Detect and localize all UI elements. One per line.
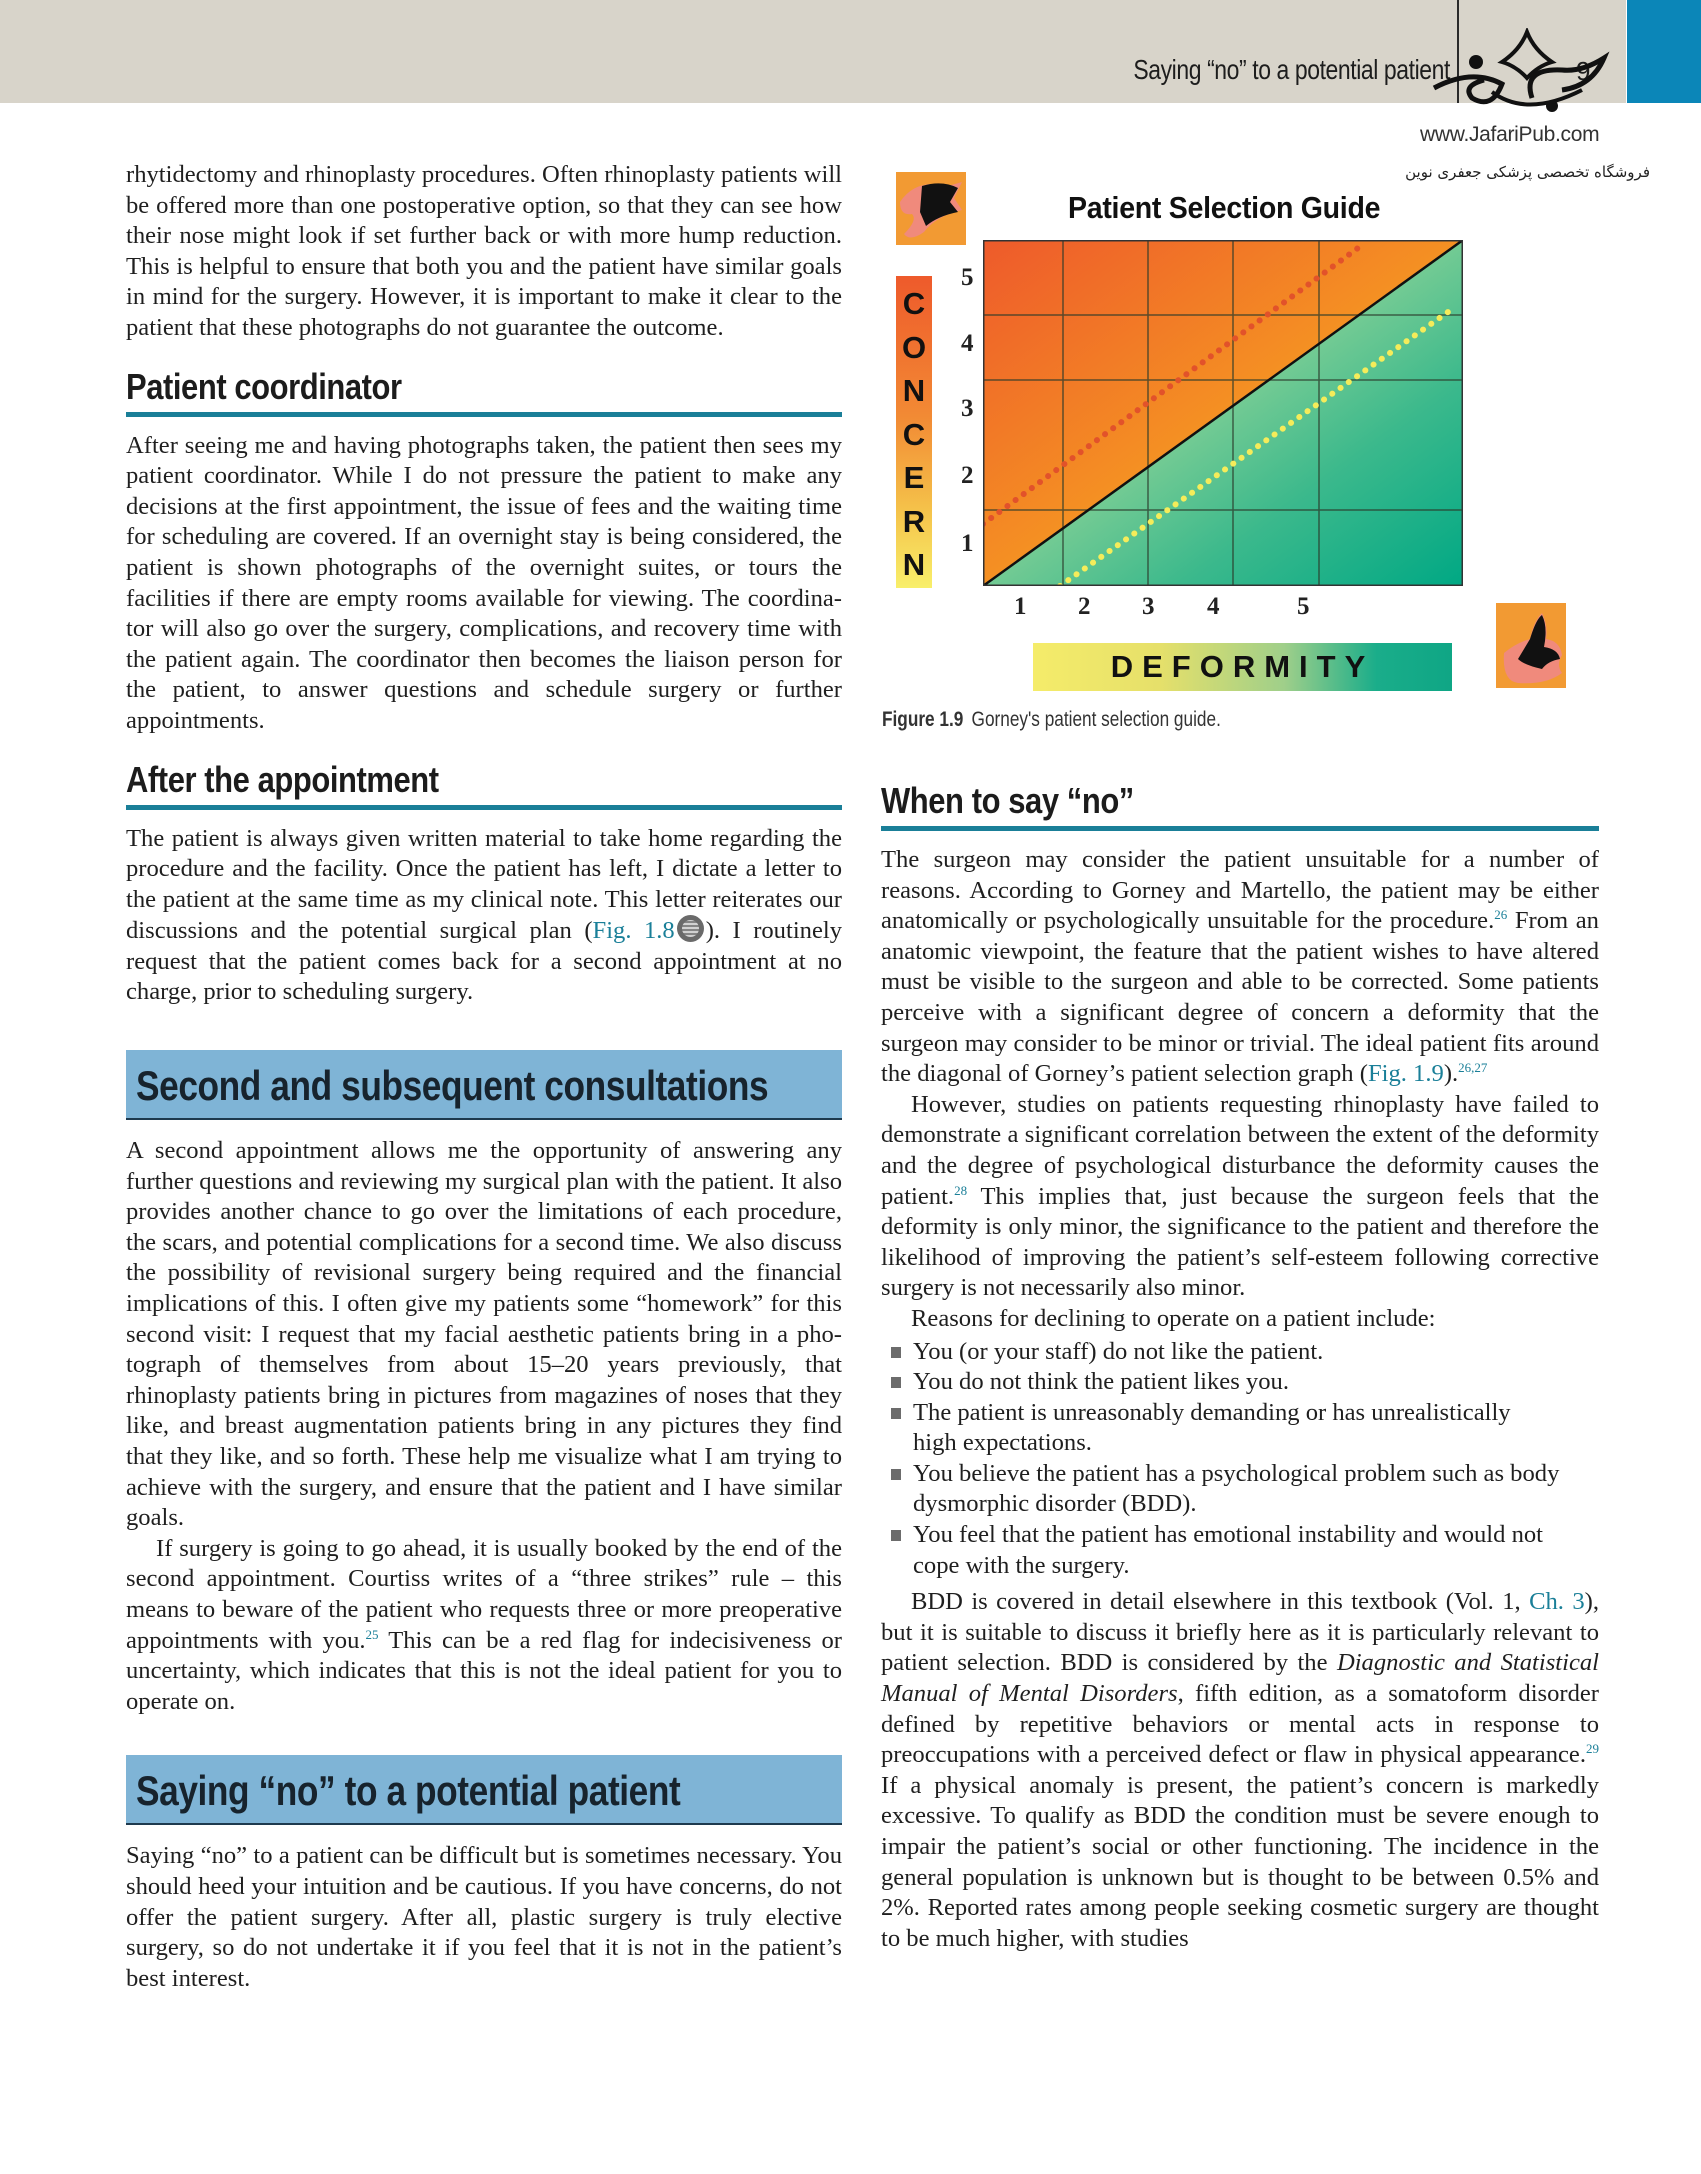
figure-caption (882, 708, 1221, 732)
text-run: From an anatomic viewpoint, the feature that the patient wishes to have altered must be visible to the surgeon and able to be corrected. Some patients perceive with a significant degree of concern a deformity that the surgeon may consider to be minor or trivial. The ideal patient fits around the diagonal of Gorney’s patient selection graph ( (881, 907, 1599, 1088)
x-tick: 5 (1297, 593, 1310, 620)
figure-caption-text: Gorney's patient selection guide. (971, 708, 1221, 731)
text-run: If a physical anomaly is present, the patient’s concern is markedly excessive. To qualify as BDD the condition must be severe enough to impair the patient’s social or other functioning. The incidence in the general population is unknown but is thought to be between 0.5% and 2%. Reported rates among people seeking cosmetic surgery are thought to be much higher, with studies (881, 1771, 1599, 1952)
publisher-logo-icon (1432, 28, 1622, 118)
list-item: You believe the patient has a psychological problem such as body dysmorphic disorder (BDD). (881, 1459, 1599, 1520)
x-tick: 1 (1014, 593, 1027, 620)
intro-paragraph: rhytidectomy and rhinoplasty procedures. Often rhinoplasty patients will be offered more than one postoperative option, so that they can see how their nose might look if set further back or with more hump reduction. This is helpful to ensure that both you and the patient have similar goals in mind for the surgery. However, it is important to make it clear to the patient that these photographs do not guarantee the outcome. (126, 161, 842, 341)
reasons-list (881, 1337, 1599, 1582)
left-column (126, 160, 842, 1994)
thumbs-up-icon (1496, 603, 1566, 688)
text-run: The patient is always given written material to take home regarding the procedure and the facility. Once the patient has left, I dictate a letter to the patient at the same time as my clinical note. This letter reiterates our discussions and the potential surgical plan ( (126, 824, 842, 945)
text-run: The surgeon may consider the patient unsuitable for a number of reasons. According to Gorney and Martello, the patient may be either anatomically or psychologically unsuitable for the procedure. (881, 846, 1599, 935)
boxed-heading-saying-no (126, 1755, 842, 1825)
page-number: 9 (1576, 56, 1591, 86)
when-to-say-no-paragraph-2 (881, 1090, 1599, 1304)
x-tick: 4 (1207, 593, 1220, 620)
list-item: You do not think the patient likes you. (881, 1367, 1599, 1398)
heading-after-appointment: After the appointment (126, 758, 439, 800)
text-run: However, studies on patients requesting rhinoplasty have failed to demonstrate a significant correlation between the extent of the deformity and the degree of psychological disturbance the deformity causes the patient. (881, 1090, 1599, 1210)
bdd-paragraph (881, 1587, 1599, 1954)
y-label-letter: E (903, 460, 925, 495)
heading-patient-coordinator: Patient coordinator (126, 365, 402, 407)
text-run: ), but it is suitable to discuss it briefly here as it is particularly relevant to patient selection. BDD is considered by the (881, 1588, 1599, 1677)
text-run: ). I routinely request that the patient comes back for a second appointment at no charge, prior to scheduling surgery. (126, 917, 842, 1006)
y-label-letter: R (902, 503, 926, 539)
heading-rule (126, 412, 842, 417)
y-tick: 2 (961, 462, 974, 489)
heading-saying-no: Saying “no” to a potential patient (136, 1767, 681, 1815)
saying-no-paragraph: Saying “no” to a patient can be difficult but is sometimes necessary. You should heed your intuition and be cautious. If you have concerns, do not offer the patient surgery. After all, plastic surgery is truly elective surgery, so do not undertake it if you feel that it is not in the patient’s best interest. (126, 1842, 842, 1992)
running-header-band (0, 0, 1626, 103)
text-run: BDD is covered in detail elsewhere in this textbook (Vol. 1, (911, 1588, 1530, 1616)
header-accent-tab (1627, 0, 1701, 103)
reference-29[interactable]: 29 (1586, 1741, 1599, 1757)
heading-rule (126, 805, 842, 810)
y-tick: 1 (961, 530, 974, 557)
list-item: You (or your staff) do not like the patient. (881, 1337, 1599, 1368)
reasons-intro: Reasons for declining to operate on a patient include: (911, 1304, 1436, 1332)
patient-coordinator-paragraph: After seeing me and having photographs taken, the patient then sees my patient coordinator. While I do not pressure the patient to make any decisions at the first appointment, the issue of fees and the waiting time for scheduling are covered. If an overnight stay is being considered, the patient is shown photographs of the overnight suites, or tours the facilities if there are empty rooms available for viewing. The coordinator will also go over the surgery, complications, and recovery time with the patient again. The coordinator then becomes the liaison person for the patient, to answer questions and schedule surgery or further appointments. (126, 431, 842, 734)
heading-second-consultations: Second and subsequent consultations (136, 1062, 769, 1110)
online-content-globe-icon[interactable] (677, 915, 704, 942)
text-run: If surgery is going to go ahead, it is usually booked by the end of the second appointment. Courtiss writes of a “three strikes” rule – this means to beware of the patient who requests three or more preoperative appointments with you. (126, 1534, 842, 1654)
text-run: This implies that, just because the surgeon feels that the deformity is only minor, the significance to the patient and therefore the likelihood of improving the patient’s self-esteem following corrective surgery is not necessarily also minor. (881, 1182, 1599, 1302)
when-to-say-no-paragraph-1 (881, 845, 1599, 1090)
y-axis-label-concern (896, 282, 932, 587)
figure-1-9 (880, 160, 1600, 760)
y-label-letter: C (902, 416, 926, 452)
y-tick: 3 (961, 395, 974, 422)
x-tick: 3 (1142, 593, 1155, 620)
y-label-letter: C (902, 286, 926, 321)
reference-28[interactable]: 28 (954, 1182, 968, 1198)
second-consultations-paragraph-1: A second appointment allows me the opportunity of answering any further questions and reviewing my surgical plan with the patient. It also provides another chance to go over the limitations of each procedure, the scars, and potential complications for a second time. We also discuss the possibility of revisional surgery being required and the financial implications of this. I often give my patients some “homework” for this second visit: I request that my facial aesthetic patients bring in a photograph of themselves from about 15–20 years previously, that rhinoplasty patients bring in pictures from magazines of noses that they like, and breast augmentation patients bring in any pictures they find that they like, and so forth. These help me visualize what I am trying to achieve with the surgery, and ensure that the patient and I have similar goals. (126, 1137, 842, 1532)
plot-area (983, 240, 1463, 586)
x-axis-label: DEFORMITY (1110, 649, 1375, 684)
reference-26-27[interactable]: 26,27 (1458, 1059, 1488, 1075)
second-consultations-paragraph-2 (126, 1534, 842, 1718)
y-label-letter: N (902, 373, 926, 408)
after-appointment-paragraph (126, 824, 842, 1009)
heading-when-to-say-no: When to say “no” (881, 780, 1134, 821)
figure-1-8-link[interactable]: Fig. 1.8 (592, 917, 675, 945)
text-run: This can be a red flag for indecisiveness or uncertainty, which indicates that this is not the ideal patient for you to operate on. (126, 1626, 842, 1715)
y-label-letter: O (901, 329, 927, 365)
list-item: You feel that the patient has emotional instability and would not cope with the surgery. (881, 1520, 1599, 1581)
reference-26[interactable]: 26 (1494, 907, 1508, 922)
x-axis-label-deformity (1033, 643, 1452, 691)
heading-rule (881, 826, 1599, 831)
text-run: , fifth edition, as a somatoform disorder defined by repetitive behaviors or mental acts in response to preoccupations with a perceived defect or flaw in physical appearance. (881, 1680, 1600, 1769)
thumbs-down-icon (896, 172, 966, 245)
boxed-heading-second-consultations (126, 1050, 842, 1120)
y-label-letter: N (902, 547, 926, 582)
chapter-3-link[interactable]: Ch. 3 (1529, 1588, 1585, 1616)
running-head: Saying “no” to a potential patient (1133, 54, 1450, 85)
figure-label: Figure 1.9 (882, 708, 964, 731)
dsm-title: Diagnostic and Statistical Manual of Mental Disorders (881, 1649, 1599, 1708)
text-run: ). (1443, 1060, 1459, 1088)
y-tick: 5 (961, 264, 974, 291)
chart-title: Patient Selection Guide (1068, 190, 1381, 225)
watermark-url[interactable]: www.JafariPub.com (1420, 123, 1600, 146)
right-column (881, 780, 1599, 1954)
watermark-store-name: فروشگاه تخصصی پزشکی جعفری نوین (1405, 163, 1650, 181)
figure-1-9-link[interactable]: Fig. 1.9 (1367, 1060, 1444, 1088)
reference-25[interactable]: 25 (365, 1626, 379, 1642)
y-tick: 4 (961, 330, 974, 357)
x-tick: 2 (1078, 593, 1091, 620)
list-item: The patient is unreasonably demanding or has unrealistically high expectations. (881, 1398, 1599, 1459)
